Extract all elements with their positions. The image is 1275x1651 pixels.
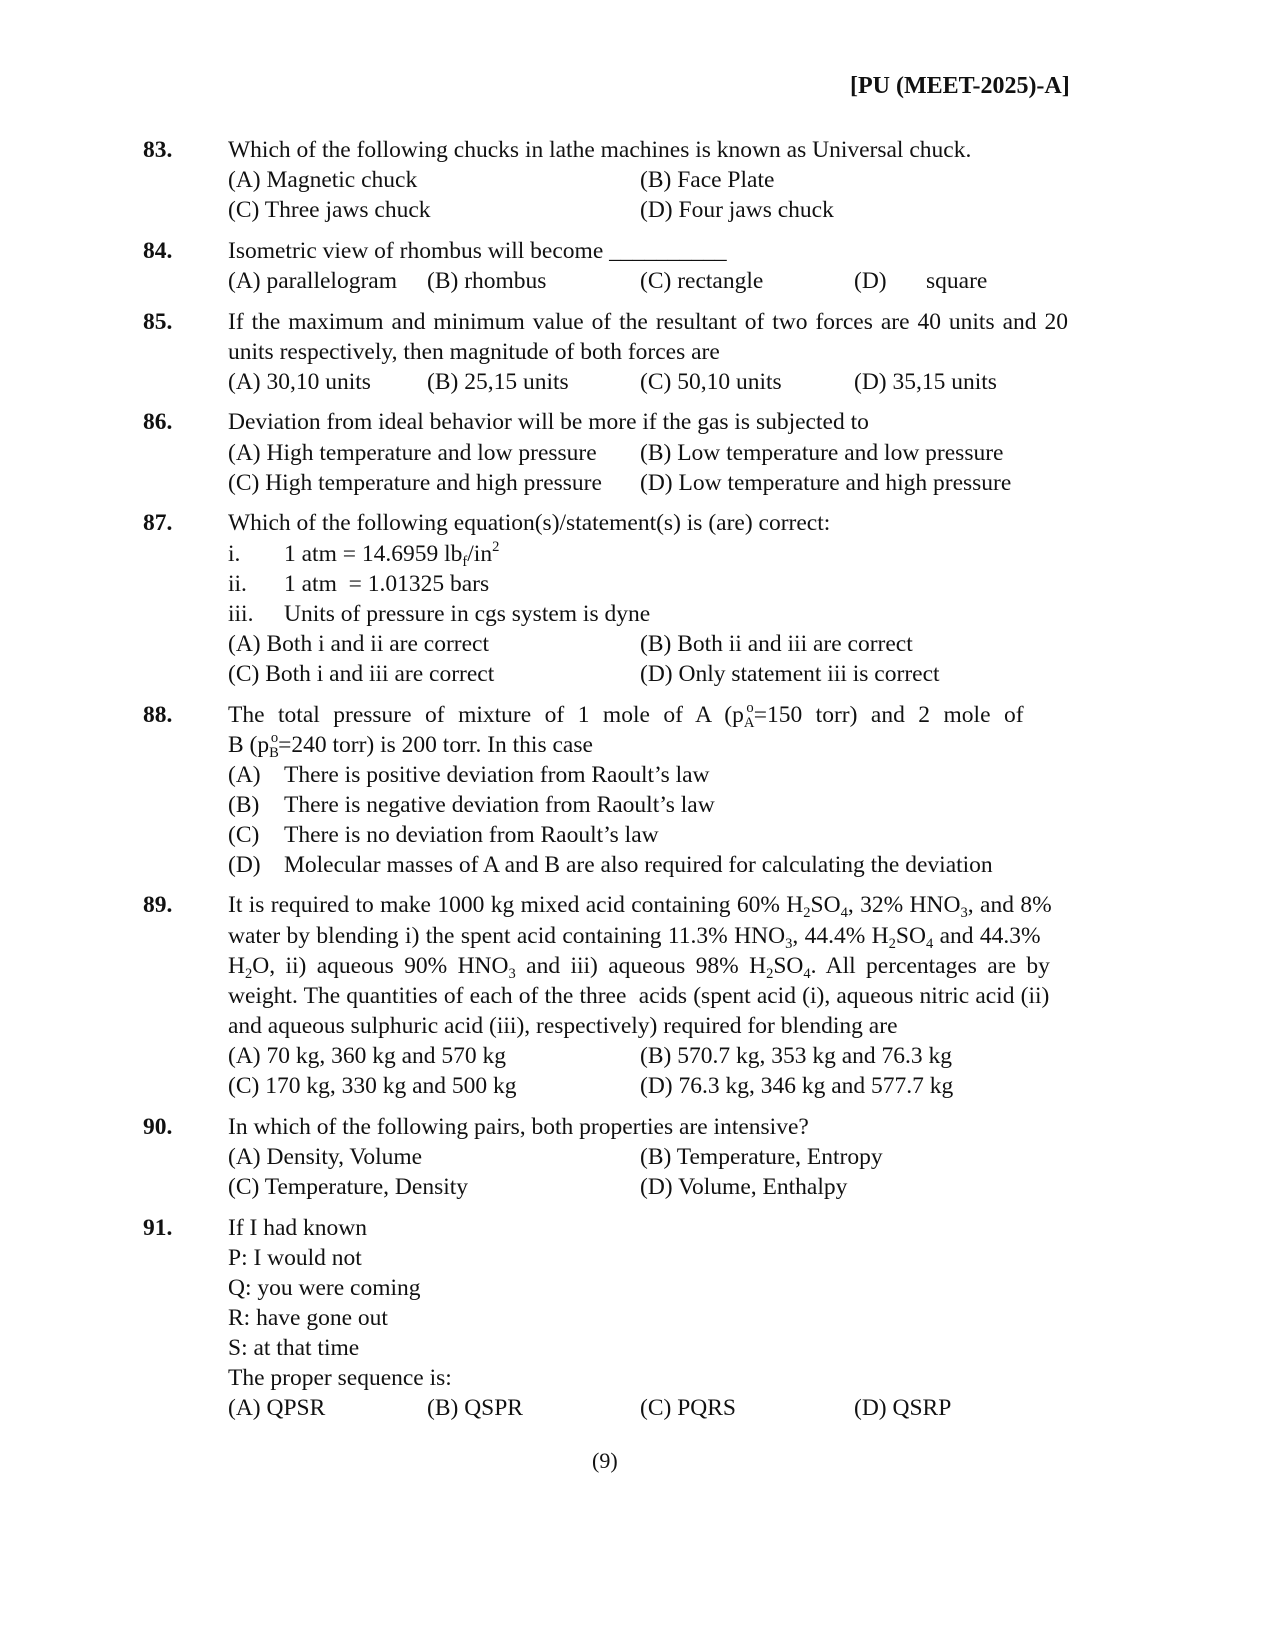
question-number: 85. <box>143 309 173 335</box>
word: the <box>619 309 648 335</box>
option-a: (A) High temperature and low pressure <box>228 440 597 466</box>
option-c: (C) PQRS <box>640 1395 736 1421</box>
fragment-s: S: at that time <box>228 1335 360 1361</box>
word: units <box>948 309 995 335</box>
option-d-text: square <box>926 268 988 294</box>
option-c-label: (C) <box>228 822 260 848</box>
option-a: (A) parallelogram <box>228 268 397 294</box>
option-c: (C) 50,10 units <box>640 369 782 395</box>
option-a: (A) 70 kg, 360 kg and 570 kg <box>228 1043 507 1069</box>
option-a: (A) Magnetic chuck <box>228 167 418 193</box>
sequence-prompt: The proper sequence is: <box>228 1365 452 1391</box>
option-c: (C) High temperature and high pressure <box>228 470 602 496</box>
question-text: Which of the following chucks in lathe machines is known as Universal chuck. <box>228 137 972 163</box>
word: minimum <box>433 309 525 335</box>
option-a: (A) Both i and ii are correct <box>228 631 490 657</box>
fragment-p: P: I would not <box>228 1245 362 1271</box>
word: forces <box>815 309 873 335</box>
option-b: (B) Low temperature and low pressure <box>640 440 1004 466</box>
option-b: (B) QSPR <box>427 1395 523 1421</box>
question-text: Which of the following equation(s)/statement(s) is (are) correct: <box>228 510 831 536</box>
question-text-line-4: weight. The quantities of each of the three acids (spent acid (i), aqueous nitric acid (ii) <box>228 983 1050 1009</box>
statement-iii-text: Units of pressure in cgs system is dyne <box>284 601 651 627</box>
option-b: (B) Temperature, Entropy <box>640 1144 883 1170</box>
option-d: (D) Four jaws chuck <box>640 197 834 223</box>
page-number: (9) <box>592 1448 618 1473</box>
option-d: (D) Low temperature and high pressure <box>640 470 1012 496</box>
option-c-text: There is no deviation from Raoult’s law <box>284 822 659 848</box>
question-text-line-2: water by blending i) the spent acid containing 11.3% $HNO_3$, 44.4% $H_2SO_4$ and 44.3% <box>228 923 1041 953</box>
word: 20 <box>1044 309 1068 335</box>
option-d: (D) 76.3 kg, 346 kg and 577.7 kg <box>640 1073 954 1099</box>
word: two <box>772 309 808 335</box>
option-d: (D) QSRP <box>854 1395 952 1421</box>
question-text-line-1: The total pressure of mixture of 1 mole of A ($p_A^o=150$ torr) and 2 mole of <box>228 699 1024 732</box>
word: the <box>251 309 281 335</box>
option-c: (C) Both i and iii are correct <box>228 661 495 687</box>
option-b-text: There is negative deviation from Raoult’s law <box>284 792 715 818</box>
question-text-line-3: $H_2O$, ii) aqueous 90% $HNO_3$ and iii) aqueous 98% $H_2SO_4$. All percentages are by <box>228 953 1050 983</box>
question-number: 87. <box>143 510 173 536</box>
question-text-line-1: It is required to make 1000 kg mixed acid containing 60% $H_2SO_4$, 32% $HNO_3$, and 8% <box>228 892 1052 922</box>
option-a: (A) 30,10 units <box>228 369 371 395</box>
question-number: 90. <box>143 1114 173 1140</box>
option-b: (B) 570.7 kg, 353 kg and 76.3 kg <box>640 1043 953 1069</box>
statement-ii-text: 1 atm = 1.01325 bars <box>284 571 490 597</box>
question-text-line-1 <box>228 311 1068 335</box>
option-c: (C) 170 kg, 330 kg and 500 kg <box>228 1073 517 1099</box>
option-c: (C) Three jaws chuck <box>228 197 431 223</box>
word: value <box>532 309 584 335</box>
option-a: (A) QPSR <box>228 1395 326 1421</box>
question-text-line-2: B ($p_B^o=240$ torr) is 200 torr. In this case <box>228 729 593 762</box>
word: and <box>1002 309 1037 335</box>
option-b-label: (B) <box>228 792 260 818</box>
option-d-label: (D) <box>228 852 261 878</box>
question-number: 91. <box>143 1215 173 1241</box>
statement-ii-label: ii. <box>228 571 247 597</box>
option-d: (D) 35,15 units <box>854 369 997 395</box>
word: If <box>228 309 244 335</box>
exam-code-header: [PU (MEET-2025)-A] <box>850 73 1070 99</box>
question-text: Isometric view of rhombus will become __________ <box>228 238 727 264</box>
option-c: (C) Temperature, Density <box>228 1174 469 1200</box>
option-a-label: (A) <box>228 762 261 788</box>
question-number: 89. <box>143 892 173 918</box>
question-text: Deviation from ideal behavior will be more if the gas is subjected to <box>228 409 869 435</box>
question-text-line-2: units respectively, then magnitude of both forces are <box>228 339 720 365</box>
option-b: (B) Face Plate <box>640 167 775 193</box>
option-d: (D) Volume, Enthalpy <box>640 1174 848 1200</box>
question-number: 83. <box>143 137 173 163</box>
word: of <box>591 309 612 335</box>
option-b: (B) rhombus <box>427 268 547 294</box>
question-text: In which of the following pairs, both properties are intensive? <box>228 1114 809 1140</box>
statement-i-label: i. <box>228 541 241 567</box>
statement-iii-label: iii. <box>228 601 254 627</box>
question-text: If I had known <box>228 1215 368 1241</box>
word: are <box>880 309 910 335</box>
question-text-line-5: and aqueous sulphuric acid (iii), respectively) required for blending are <box>228 1013 898 1039</box>
word: and <box>391 309 426 335</box>
option-c: (C) rectangle <box>640 268 764 294</box>
word: resultant <box>655 309 737 335</box>
fragment-r: R: have gone out <box>228 1305 388 1331</box>
statement-i-text: 1 atm = 14.6959 $lb_f/in^2$ <box>284 538 500 571</box>
word: 40 <box>917 309 941 335</box>
question-number: 88. <box>143 702 173 728</box>
option-d-text: Molecular masses of A and B are also required for calculating the deviation <box>284 852 993 878</box>
option-d: (D) Only statement iii is correct <box>640 661 940 687</box>
option-a: (A) Density, Volume <box>228 1144 423 1170</box>
question-number: 86. <box>143 409 173 435</box>
word: of <box>744 309 765 335</box>
option-b: (B) 25,15 units <box>427 369 569 395</box>
fragment-q: Q: you were coming <box>228 1275 421 1301</box>
option-d-label: (D) <box>854 268 887 294</box>
option-b: (B) Both ii and iii are correct <box>640 631 913 657</box>
word: maximum <box>288 309 384 335</box>
option-a-text: There is positive deviation from Raoult’s law <box>284 762 710 788</box>
question-number: 84. <box>143 238 173 264</box>
